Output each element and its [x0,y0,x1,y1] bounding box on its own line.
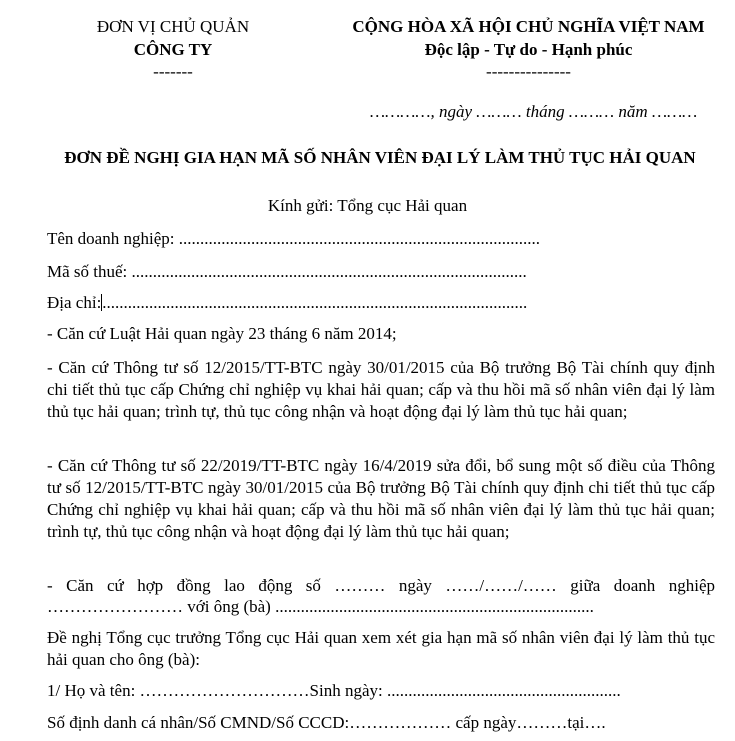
header-left-divider: ------- [153,62,193,81]
company-label: CÔNG TY [133,40,213,59]
address-label: Địa chỉ: [47,293,102,312]
date-line: …………, ngày ……… tháng ……… năm ……… [370,102,698,121]
legal-basis-2: - Căn cứ Thông tư số 12/2015/TT-BTC ngày 30/01/2015 của Bộ trưởng Bộ Tài chính quy định chi tiết thủ tục cấp Chứng chỉ nghiệp vụ khai hải quan; cấp và thu hồi mã số nhân viên đại lý làm thủ tục hải quan; trình tự, thủ tục công nhận và hoạt động đại lý làm thủ tục hải quan; [47,358,715,421]
address-dots: .................................................................................................... [102,293,528,312]
contract-basis-line2: …………………… với ông (bà) ........................................................................... [47,597,594,616]
header-right [322,15,735,81]
company-name-field[interactable]: Tên doanh nghiệp: ..................................................................................... [47,229,540,248]
header-right-divider: --------------- [486,62,571,81]
header-left [58,15,288,81]
address-field[interactable] [47,293,527,313]
recipient-line: Kính gửi: Tổng cục Hải quan [267,196,468,215]
tax-code-field[interactable]: Mã số thuế: ............................................................................................. [47,262,527,281]
request-paragraph: Đề nghị Tổng cục trưởng Tổng cục Hải quan xem xét gia hạn mã số nhân viên đại lý làm thủ tục hải quan cho ông (bà): [47,628,715,669]
id-number-field[interactable]: Số định danh cá nhân/Số CMND/Số CCCD:……………… cấp ngày………tại…. [47,713,606,732]
applicant-name-field[interactable]: 1/ Họ và tên: …………………………Sinh ngày: ....................................................... [47,681,621,700]
national-title: CỘNG HÒA XÃ HỘI CHỦ NGHĨA VIỆT NAM [352,17,705,36]
legal-basis-1: - Căn cứ Luật Hải quan ngày 23 tháng 6 năm 2014; [47,324,397,343]
document-title: ĐƠN ĐỀ NGHỊ GIA HẠN MÃ SỐ NHÂN VIÊN ĐẠI LÝ LÀM THỦ TỤC HẢI QUAN [64,148,696,167]
contract-basis-line1: - Căn cứ hợp đồng lao động số ……… ngày ……/……/…… giữa doanh nghiệp [47,576,715,595]
governing-unit-label: ĐƠN VỊ CHỦ QUẢN [96,17,250,36]
national-motto: Độc lập - Tự do - Hạnh phúc [424,40,633,59]
legal-basis-3: - Căn cứ Thông tư số 22/2019/TT-BTC ngày 16/4/2019 sửa đổi, bổ sung một số điều của Thông tư số 12/2015/TT-BTC ngày 30/01/2015 của Bộ trưởng Bộ Tài chính quy định chi tiết thủ tục cấp Chứng chỉ nghiệp vụ khai hải quan; cấp và thu hồi mã số nhân viên đại lý làm thủ tục hải quan; trình tự, thủ tục công nhận và hoạt động đại lý làm thủ tục hải quan; [47,456,715,541]
